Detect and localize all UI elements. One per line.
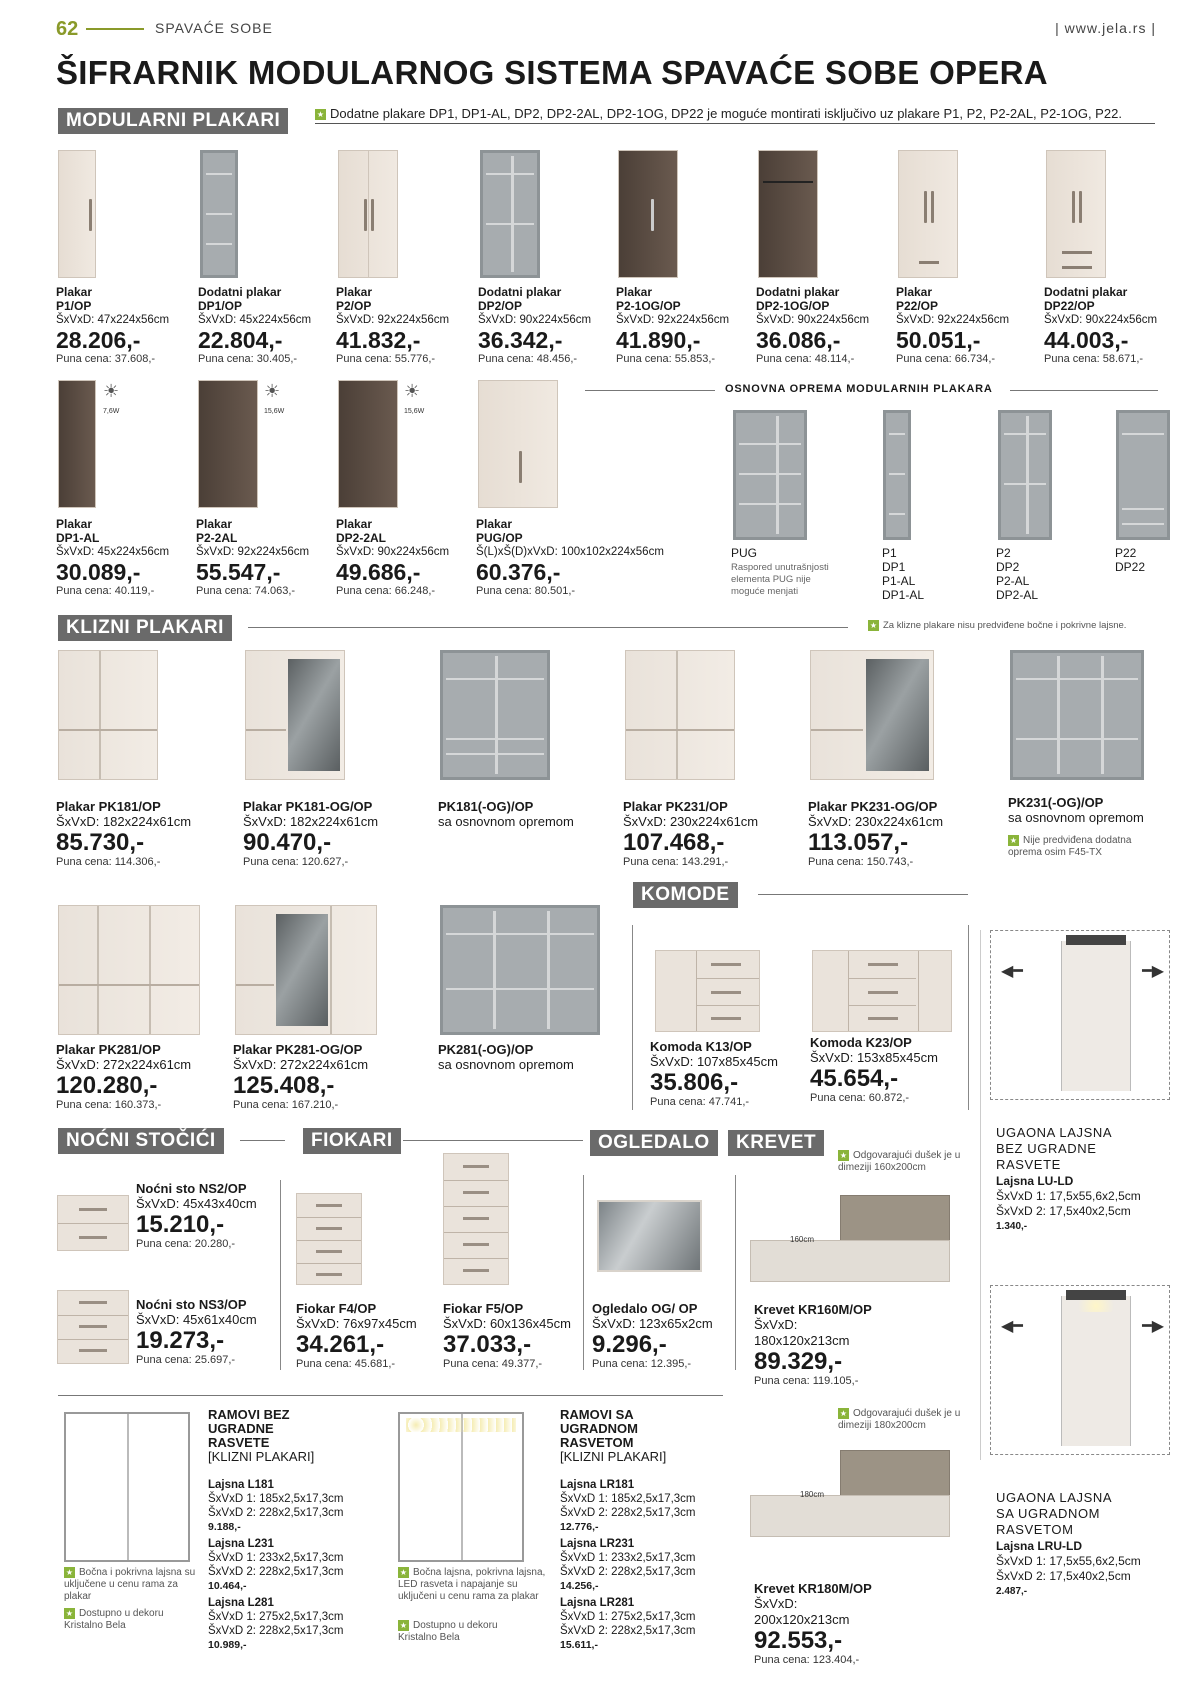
sliding-item	[623, 800, 758, 869]
product-name: Plakar PK281-OG/OP	[233, 1042, 363, 1057]
drawer-unit-item	[296, 1302, 417, 1371]
modular-item	[756, 285, 869, 366]
product-name: DP1/OP	[198, 299, 243, 313]
product-full-price: Puna cena: 20.280,-	[136, 1238, 236, 1250]
divider	[403, 1140, 583, 1141]
product-price: 37.033,-	[443, 1331, 532, 1358]
divider	[58, 1395, 723, 1396]
product-name: Plakar	[476, 517, 513, 531]
product-price: 55.547,-	[196, 559, 281, 585]
product-name: DP2-2AL	[336, 531, 387, 545]
divider	[280, 1180, 281, 1370]
equipment-pug-image	[733, 410, 807, 540]
equipment-group-1: P1 DP1 P1-AL DP1-AL	[882, 546, 925, 602]
frame-item: Lajsna L281 ŠxVxD 1: 275x2,5x17,3cm ŠxVxD 2: 228x2,5x17,3cm 10.989,-	[208, 1597, 344, 1651]
star-icon: ★	[399, 1568, 408, 1577]
frames-led-title: RAMOVI SA UGRADNOM RASVETOM [KLIZNI PLAKARI]	[560, 1407, 667, 1464]
product-name: DP22/OP	[1044, 299, 1095, 313]
wardrobe-dp1-image	[200, 150, 238, 278]
modular-item	[1044, 285, 1157, 366]
corner-trim-led-info: Lajsna LRU-LD ŠxVxD 1: 17,5x55,6x2,5cm ŠxVxD 2: 17,5x40x2,5cm 2.487,-	[996, 1539, 1141, 1597]
wardrobe-dp1-al-image	[58, 380, 96, 508]
product-name: Noćni sto NS2/OP	[136, 1181, 247, 1196]
product-name: P2-1OG/OP	[616, 299, 681, 313]
sliding-pk181-inner-image	[440, 650, 550, 780]
dresser-item	[650, 1040, 778, 1109]
product-dimensions: Š(L)xŠ(D)xVxD: 100x102x224x56cm	[476, 546, 664, 558]
equipment-p2-image	[998, 410, 1052, 540]
site-url[interactable]: | www.jela.rs |	[1055, 20, 1156, 36]
product-name: Plakar	[896, 285, 933, 299]
bulb-icon: ☀	[264, 381, 281, 401]
equipment-group-3: P22 DP22	[1115, 546, 1146, 574]
watt-label: 7,6W	[103, 408, 120, 415]
sliding-item	[438, 1043, 574, 1073]
product-name: Dodatni plakar	[756, 285, 840, 299]
modular-item	[196, 517, 309, 598]
section-drawers: FIOKARI	[303, 1128, 401, 1154]
sliding-item	[1008, 796, 1144, 826]
product-name: P2-2AL	[196, 531, 238, 545]
sliding-pk181-image	[58, 650, 158, 780]
product-dimensions: ŠxVxD: 182x224x61cm	[56, 814, 192, 829]
product-name: DP1-AL	[56, 531, 100, 545]
product-name: PUG/OP	[476, 531, 523, 545]
wardrobe-dp22-image	[1046, 150, 1106, 278]
sliding-item	[243, 800, 378, 869]
product-price: 113.057,-	[808, 829, 909, 856]
product-price: 34.261,-	[296, 1331, 385, 1358]
product-full-price: Puna cena: 66.734,-	[896, 353, 996, 365]
product-full-price: Puna cena: 114.306,-	[56, 856, 161, 868]
corner-trim-image: ◀━ ━▶	[990, 930, 1170, 1100]
product-name: Plakar PK281/OP	[56, 1042, 161, 1057]
product-name: Plakar	[336, 285, 373, 299]
product-dimensions: sa osnovnom opremom	[1008, 810, 1144, 825]
product-dimensions: ŠxVxD:	[754, 1596, 798, 1611]
sliding-item	[233, 1043, 368, 1112]
product-full-price: Puna cena: 30.405,-	[198, 353, 298, 365]
product-full-price: Puna cena: 55.776,-	[336, 353, 436, 365]
sliding-item	[808, 800, 943, 869]
sliding-item	[56, 800, 191, 869]
product-price: 19.273,-	[136, 1327, 225, 1354]
product-price: 92.553,-	[754, 1627, 843, 1654]
product-name: Komoda K13/OP	[650, 1039, 752, 1054]
wardrobe-p2-image	[338, 150, 398, 278]
product-full-price: Puna cena: 167.210,-	[233, 1099, 339, 1111]
sliding-pk281-image	[58, 905, 200, 1035]
note-frames-led: ★ Bočna lajsna, pokrivna lajsna, LED rasveta i napajanje su uključeni u cenu rama za plakar	[398, 1567, 546, 1603]
note-frames-no: ★ Bočna i pokrivna lajsna su uključene u cenu rama za plakar	[64, 1567, 196, 1603]
mirror-og-image	[597, 1200, 702, 1272]
equipment-p1-image	[883, 410, 911, 540]
product-full-price: Puna cena: 119.105,-	[754, 1375, 859, 1387]
product-dimensions: ŠxVxD: 92x224x56cm	[336, 314, 450, 326]
divider	[758, 894, 968, 895]
section-dressers: KOMODE	[633, 882, 738, 908]
product-full-price: Puna cena: 60.872,-	[810, 1092, 910, 1104]
product-full-price: Puna cena: 49.377,-	[443, 1358, 543, 1370]
product-full-price: Puna cena: 123.404,-	[754, 1654, 860, 1666]
bed-item	[754, 1582, 872, 1667]
wardrobe-dp2-image	[480, 150, 540, 278]
section-bed: KREVET	[728, 1130, 824, 1156]
page-title: ŠIFRARNIK MODULARNOG SISTEMA SPAVAĆE SOBE OPERA	[56, 54, 1048, 91]
drawer-f5-image	[443, 1153, 509, 1285]
product-full-price: Puna cena: 45.681,-	[296, 1358, 396, 1370]
product-name: Plakar	[56, 285, 93, 299]
sliding-item	[56, 1043, 191, 1112]
product-price: 89.329,-	[754, 1348, 843, 1375]
product-dimensions: 200x120x213cm	[754, 1612, 850, 1627]
product-dimensions: ŠxVxD: 45x224x56cm	[56, 546, 170, 558]
product-price: 125.408,-	[233, 1072, 335, 1099]
section-nightstands: NOĆNI STOČIĆI	[58, 1128, 224, 1154]
product-dimensions: ŠxVxD: 47x224x56cm	[56, 314, 170, 326]
frame-led-image	[398, 1412, 524, 1562]
wardrobe-p2-2al-image	[198, 380, 258, 508]
star-icon: ★	[839, 1151, 848, 1160]
equipment-title: OSNOVNA OPREMA MODULARNIH PLAKARA	[725, 383, 993, 395]
section-modular: MODULARNI PLAKARI	[58, 108, 288, 134]
star-icon: ★	[316, 110, 325, 120]
drawer-unit-item	[443, 1302, 571, 1371]
page-number: 62	[56, 18, 79, 40]
modular-item	[478, 285, 591, 366]
product-name: Plakar	[196, 517, 233, 531]
frames-no-title: RAMOVI BEZ UGRADNE RASVETE [KLIZNI PLAKARI]	[208, 1407, 315, 1464]
product-price: 22.804,-	[198, 327, 283, 353]
wardrobe-p2-1og-image	[618, 150, 678, 278]
product-dimensions: ŠxVxD: 272x224x61cm	[56, 1057, 192, 1072]
watt-label: 15,6W	[264, 408, 285, 415]
product-dimensions: ŠxVxD: 182x224x61cm	[243, 814, 379, 829]
frames-no-list	[208, 1478, 344, 1655]
sliding-pk181-og-image	[245, 650, 345, 780]
product-price: 28.206,-	[56, 327, 141, 353]
sliding-pk231-image	[625, 650, 735, 780]
corner-trim-led-title: UGAONA LAJSNA SA UGRADNOM RASVETOM	[996, 1490, 1113, 1537]
product-full-price: Puna cena: 143.291,-	[623, 856, 729, 868]
product-price: 44.003,-	[1044, 327, 1129, 353]
star-icon: ★	[869, 621, 878, 630]
product-price: 60.376,-	[476, 559, 561, 585]
product-name: Plakar	[616, 285, 653, 299]
product-dimensions: ŠxVxD: 153x85x45cm	[810, 1050, 938, 1065]
wardrobe-dp2-2al-image	[338, 380, 398, 508]
note-frames-led-decor: ★ Dostupno u dekoru Kristalno Bela	[398, 1620, 498, 1644]
sliding-pk231-inner-image	[1010, 650, 1144, 780]
star-icon: ★	[1009, 836, 1018, 845]
note-top: ★ Dodatne plakare DP1, DP1-AL, DP2, DP2-2AL, DP2-1OG, DP22 je moguće montirati isključivo uz plakare P1, P2, P2-2AL, P2-1OG, P22.	[315, 106, 1155, 124]
product-price: 49.686,-	[336, 559, 421, 585]
product-name: Noćni sto NS3/OP	[136, 1297, 247, 1312]
product-price: 120.280,-	[56, 1072, 158, 1099]
product-name: P22/OP	[896, 299, 939, 313]
product-name: P1/OP	[56, 299, 92, 313]
nightstand-ns3-image	[57, 1290, 129, 1364]
product-dimensions: 180x120x213cm	[754, 1333, 850, 1348]
divider	[980, 930, 981, 1460]
product-name: DP2/OP	[478, 299, 523, 313]
frame-item: Lajsna L231 ŠxVxD 1: 233x2,5x17,3cm ŠxVxD 2: 228x2,5x17,3cm 10.464,-	[208, 1538, 344, 1592]
product-full-price: Puna cena: 66.248,-	[336, 585, 436, 597]
note-pk231: ★ Nije predviđena dodatna oprema osim F45-TX	[1008, 835, 1132, 859]
bed-item	[754, 1303, 872, 1388]
product-full-price: Puna cena: 74.063,-	[196, 585, 296, 597]
product-name: Krevet KR180M/OP	[754, 1581, 872, 1596]
product-price: 36.086,-	[756, 327, 841, 353]
modular-item	[56, 517, 169, 598]
dresser-item	[810, 1036, 938, 1105]
product-price: 9.296,-	[592, 1331, 667, 1358]
product-dimensions: ŠxVxD: 45x224x56cm	[198, 314, 312, 326]
product-full-price: Puna cena: 58.671,-	[1044, 353, 1144, 365]
product-dimensions: ŠxVxD: 230x224x61cm	[808, 814, 944, 829]
frame-item: Lajsna LR181 ŠxVxD 1: 185x2,5x17,3cm ŠxVxD 2: 228x2,5x17,3cm 12.776,-	[560, 1479, 696, 1533]
product-name: Dodatni plakar	[198, 285, 282, 299]
header-rule	[86, 28, 144, 30]
corner-trim-info: Lajsna LU-LD ŠxVxD 1: 17,5x55,6x2,5cm ŠxVxD 2: 17,5x40x2,5cm 1.340,-	[996, 1174, 1141, 1232]
divider	[632, 925, 633, 1110]
product-full-price: Puna cena: 120.627,-	[243, 856, 349, 868]
star-icon: ★	[65, 1609, 74, 1618]
product-name: PK281(-OG)/OP	[438, 1042, 534, 1057]
corner-trim-led-image: ◀━ ━▶	[990, 1285, 1170, 1455]
bulb-icon: ☀	[103, 381, 120, 401]
wardrobe-dp2-1og-image	[758, 150, 818, 278]
product-full-price: Puna cena: 160.373,-	[56, 1099, 162, 1111]
product-dimensions: sa osnovnom opremom	[438, 814, 574, 829]
product-name: Plakar	[56, 517, 93, 531]
product-price: 85.730,-	[56, 829, 145, 856]
product-full-price: Puna cena: 40.119,-	[56, 585, 155, 597]
product-dimensions: ŠxVxD: 92x224x56cm	[196, 546, 310, 558]
product-full-price: Puna cena: 48.114,-	[756, 353, 855, 365]
product-dimensions: ŠxVxD: 230x224x61cm	[623, 814, 759, 829]
product-full-price: Puna cena: 37.608,-	[56, 353, 156, 365]
product-name: Plakar	[336, 517, 373, 531]
product-full-price: Puna cena: 47.741,-	[650, 1096, 750, 1108]
corner-trim-title: UGAONA LAJSNA BEZ UGRADNE RASVETE	[996, 1125, 1113, 1172]
bulb-icon: ☀	[404, 381, 421, 401]
product-full-price: Puna cena: 80.501,-	[476, 585, 576, 597]
product-full-price: Puna cena: 12.395,-	[592, 1358, 692, 1370]
wardrobe-pug-image	[478, 380, 558, 508]
product-name: DP2-1OG/OP	[756, 299, 830, 313]
wardrobe-p22-image	[898, 150, 958, 278]
product-price: 15.210,-	[136, 1211, 225, 1238]
divider	[248, 627, 848, 628]
product-dimensions: ŠxVxD: 92x224x56cm	[616, 314, 730, 326]
divider	[240, 1140, 285, 1141]
modular-item	[476, 517, 664, 598]
bed-kr160-image: 160cm	[750, 1195, 950, 1285]
section-sliding: KLIZNI PLAKARI	[58, 615, 232, 641]
section-name: SPAVAĆE SOBE	[155, 20, 273, 36]
frames-led-list	[560, 1478, 696, 1655]
nightstand-ns2-image	[57, 1195, 129, 1251]
product-name: Plakar PK181/OP	[56, 799, 161, 814]
nightstand-item	[136, 1298, 257, 1367]
modular-item	[616, 285, 729, 366]
frame-item: Lajsna LR281 ŠxVxD 1: 275x2,5x17,3cm ŠxVxD 2: 228x2,5x17,3cm 15.611,-	[560, 1597, 696, 1651]
bed-kr180-image: 180cm	[750, 1450, 950, 1540]
product-price: 36.342,-	[478, 327, 563, 353]
star-icon: ★	[839, 1409, 848, 1418]
equipment-pug-note: Raspored unutrašnjosti elementa PUG nije moguće menjati	[731, 562, 829, 597]
product-dimensions: ŠxVxD: 272x224x61cm	[233, 1057, 369, 1072]
modular-item	[896, 285, 1009, 366]
wardrobe-p1-image	[58, 150, 96, 278]
product-price: 35.806,-	[650, 1069, 739, 1096]
modular-item	[336, 285, 449, 366]
nightstand-item	[136, 1182, 257, 1251]
divider	[968, 925, 969, 1110]
sliding-pk231-og-image	[810, 650, 934, 780]
product-dimensions: ŠxVxD: 90x224x56cm	[336, 546, 450, 558]
product-full-price: Puna cena: 55.853,-	[616, 353, 716, 365]
product-full-price: Puna cena: 25.697,-	[136, 1354, 236, 1366]
product-dimensions: ŠxVxD: 45x43x40cm	[136, 1196, 257, 1211]
product-full-price: Puna cena: 48.456,-	[478, 353, 578, 365]
equipment-group-2: P2 DP2 P2-AL DP2-AL	[996, 546, 1039, 602]
modular-item	[56, 285, 169, 366]
product-full-price: Puna cena: 150.743,-	[808, 856, 914, 868]
product-price: 90.470,-	[243, 829, 332, 856]
star-icon: ★	[399, 1621, 408, 1630]
divider	[1010, 390, 1158, 391]
modular-item	[198, 285, 311, 366]
product-dimensions: ŠxVxD: 90x224x56cm	[756, 314, 870, 326]
product-dimensions: ŠxVxD: 76x97x45cm	[296, 1316, 417, 1331]
product-price: 107.468,-	[623, 829, 725, 856]
product-name: Fiokar F5/OP	[443, 1301, 524, 1316]
product-dimensions: ŠxVxD: 107x85x45cm	[650, 1054, 778, 1069]
note-sliding: ★ Za klizne plakare nisu predviđene bočne i pokrivne lajsne.	[869, 620, 1127, 632]
sliding-pk281-og-image	[235, 905, 377, 1035]
product-name: Plakar PK231/OP	[623, 799, 728, 814]
product-dimensions: sa osnovnom opremom	[438, 1057, 574, 1072]
section-mirror: OGLEDALO	[590, 1130, 718, 1156]
drawer-f4-image	[296, 1193, 362, 1285]
product-price: 41.832,-	[336, 327, 421, 353]
sliding-pk281-inner-image	[440, 905, 600, 1035]
sliding-item	[438, 800, 574, 830]
product-name: Krevet KR160M/OP	[754, 1302, 872, 1317]
dresser-k13-image	[655, 950, 760, 1032]
modular-item	[336, 517, 449, 598]
product-name: PK181(-OG)/OP	[438, 799, 534, 814]
product-dimensions: ŠxVxD: 45x61x40cm	[136, 1312, 257, 1327]
product-dimensions: ŠxVxD: 60x136x45cm	[443, 1316, 571, 1331]
product-name: Fiokar F4/OP	[296, 1301, 377, 1316]
mirror-item	[592, 1302, 713, 1371]
product-name: PK231(-OG)/OP	[1008, 795, 1104, 810]
product-price: 45.654,-	[810, 1065, 899, 1092]
note-bed160: ★ Odgovarajući dušek je u dimeziji 160x200cm	[838, 1150, 961, 1174]
equipment-p22-image	[1116, 410, 1170, 540]
frame-item: Lajsna LR231 ŠxVxD 1: 233x2,5x17,3cm ŠxVxD 2: 228x2,5x17,3cm 14.256,-	[560, 1538, 696, 1592]
star-icon: ★	[65, 1568, 74, 1577]
divider	[583, 1175, 584, 1370]
divider	[585, 390, 715, 391]
product-dimensions: ŠxVxD:	[754, 1317, 798, 1332]
product-name: Plakar PK231-OG/OP	[808, 799, 938, 814]
product-name: Ogledalo OG/ OP	[592, 1301, 698, 1316]
product-name: Plakar PK181-OG/OP	[243, 799, 373, 814]
watt-label: 15,6W	[404, 408, 425, 415]
product-name: P2/OP	[336, 299, 372, 313]
product-dimensions: ŠxVxD: 90x224x56cm	[1044, 314, 1158, 326]
dresser-k23-image	[812, 950, 952, 1032]
product-price: 50.051,-	[896, 327, 981, 353]
product-dimensions: ŠxVxD: 123x65x2cm	[592, 1316, 713, 1331]
note-bed180: ★ Odgovarajući dušek je u dimeziji 180x200cm	[838, 1408, 961, 1432]
equipment-pug-label: PUG	[731, 546, 758, 560]
product-dimensions: ŠxVxD: 92x224x56cm	[896, 314, 1010, 326]
product-name: Dodatni plakar	[478, 285, 562, 299]
frame-item: Lajsna L181 ŠxVxD 1: 185x2,5x17,3cm ŠxVxD 2: 228x2,5x17,3cm 9.188,-	[208, 1479, 344, 1533]
note-frames-no-decor: ★ Dostupno u dekoru Kristalno Bela	[64, 1608, 164, 1632]
frame-no-led-image	[64, 1412, 190, 1562]
product-name: Dodatni plakar	[1044, 285, 1128, 299]
product-name: Komoda K23/OP	[810, 1035, 912, 1050]
product-price: 41.890,-	[616, 327, 701, 353]
product-price: 30.089,-	[56, 559, 141, 585]
divider	[735, 1175, 736, 1370]
product-dimensions: ŠxVxD: 90x224x56cm	[478, 314, 592, 326]
